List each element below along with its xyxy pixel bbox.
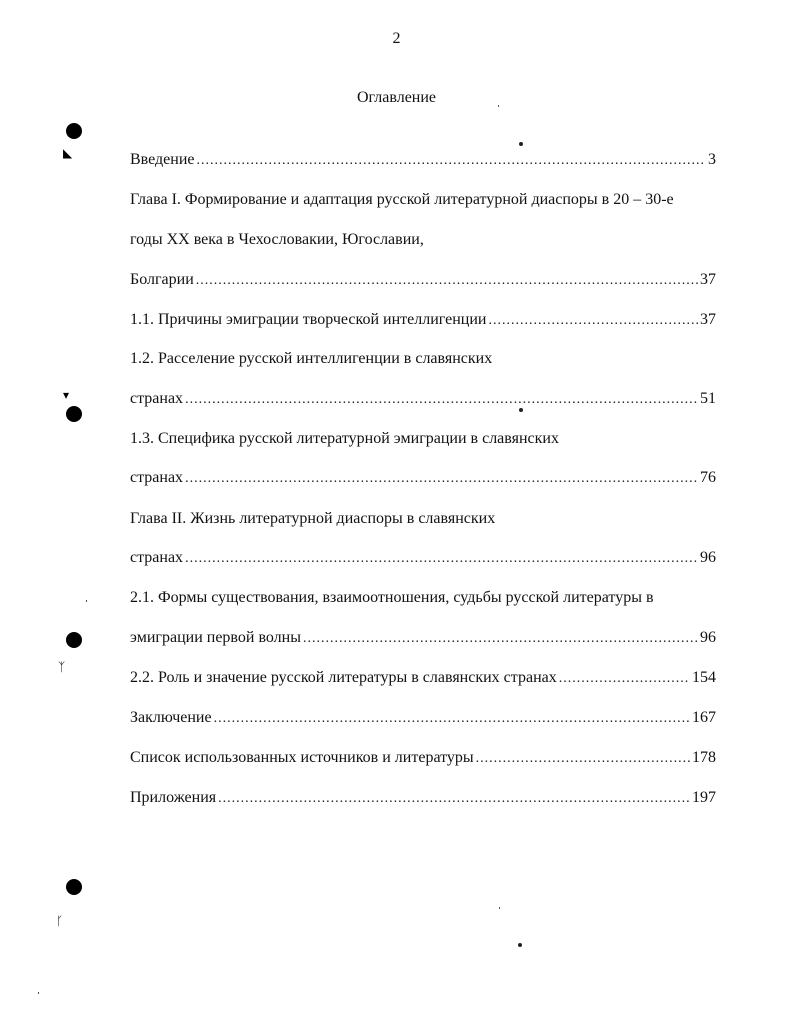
dot-leader xyxy=(185,390,698,410)
toc-entry-section-1-2-line-2[interactable] xyxy=(130,389,716,410)
dot-leader xyxy=(197,151,707,171)
toc-entry-label: эмиграции первой волны xyxy=(130,629,301,646)
toc-entry-label: Болгарии xyxy=(130,271,194,288)
toc-entry-page: 37 xyxy=(700,271,716,288)
scan-speck xyxy=(519,142,523,146)
scan-speck xyxy=(498,105,499,107)
toc-entry-label: Введение xyxy=(130,151,195,168)
toc-entry-page: 154 xyxy=(692,669,716,686)
toc-entry-section-2-1-line-1[interactable] xyxy=(130,588,654,608)
toc-entry-conclusion[interactable] xyxy=(130,708,716,729)
toc-entry-label: 1.2. Расселение русской интеллигенции в славянских xyxy=(130,350,493,367)
dot-leader xyxy=(196,271,698,291)
scan-speck xyxy=(499,907,500,909)
toc-entry-label: годы XX века в Чехословакии, Югославии, xyxy=(130,231,424,248)
toc-entry-label: странах xyxy=(130,390,184,407)
toc-entry-label: Глава I. Формирование и адаптация русской литературной диаспоры в 20 – 30-е xyxy=(130,191,674,208)
toc-title: Оглавление xyxy=(356,89,437,106)
toc-entry-appendices[interactable] xyxy=(130,788,716,809)
toc-entry-section-1-3-line-1[interactable] xyxy=(130,429,559,449)
toc-entry-section-1-3-line-2[interactable] xyxy=(130,468,716,489)
toc-entry-introduction[interactable] xyxy=(130,150,716,171)
toc-entry-label: странах xyxy=(130,469,184,486)
toc-entry-chapter-2-line-2[interactable] xyxy=(130,548,716,569)
toc-entry-page: 51 xyxy=(700,390,716,407)
toc-entry-section-2-2[interactable] xyxy=(130,668,716,689)
toc-entry-page: 96 xyxy=(700,549,716,566)
scan-mark-icon: ᚴ xyxy=(56,914,64,928)
toc-entry-page: 76 xyxy=(700,469,716,486)
toc-entry-page: 167 xyxy=(692,709,716,726)
dot-leader xyxy=(185,469,698,489)
scan-speck xyxy=(519,408,523,412)
toc-entry-section-1-2-line-1[interactable] xyxy=(130,349,492,369)
scan-speck xyxy=(86,600,87,602)
page-number: 2 xyxy=(392,30,401,47)
scan-mark-icon: ᛉ xyxy=(58,660,66,674)
toc-entry-chapter-1-line-1[interactable] xyxy=(130,190,674,210)
scan-speck xyxy=(38,992,39,994)
toc-entry-section-1-1[interactable] xyxy=(130,310,716,331)
toc-entry-label: Приложения xyxy=(130,789,217,806)
toc-entry-page: 37 xyxy=(700,311,716,328)
dot-leader xyxy=(476,749,690,769)
toc-entry-label: странах xyxy=(130,549,184,566)
toc-entry-page: 3 xyxy=(708,151,716,168)
toc-entry-references[interactable] xyxy=(130,748,716,769)
toc-entry-page: 178 xyxy=(692,749,716,766)
toc-entry-chapter-2-line-1[interactable] xyxy=(130,509,495,529)
scan-mark-icon: ▾ xyxy=(63,388,70,402)
toc-entry-label: 2.1. Формы существования, взаимоотношения, судьбы русской литературы в xyxy=(130,589,654,606)
toc-entry-label: 1.3. Специфика русской литературной эмиграции в славянских xyxy=(130,430,559,447)
toc-entry-label: 1.1. Причины эмиграции творческой интеллигенции xyxy=(130,311,487,328)
toc-entry-section-2-1-line-2[interactable] xyxy=(130,628,716,649)
dot-leader xyxy=(185,549,698,569)
toc-entry-chapter-1-line-2[interactable] xyxy=(130,230,424,250)
toc-entry-label: 2.2. Роль и значение русской литературы в славянских странах xyxy=(130,669,557,686)
punch-hole xyxy=(66,123,82,139)
toc-entry-page: 96 xyxy=(700,629,716,646)
scan-mark-icon: ◣ xyxy=(63,146,73,160)
punch-hole xyxy=(66,879,82,895)
toc-entry-chapter-1-line-3[interactable] xyxy=(130,270,716,291)
dot-leader xyxy=(559,669,690,689)
toc-entry-label: Глава II. Жизнь литературной диаспоры в славянских xyxy=(130,510,496,527)
dot-leader xyxy=(488,311,698,331)
scan-speck xyxy=(518,943,522,947)
dot-leader xyxy=(303,629,698,649)
dot-leader xyxy=(218,789,690,809)
toc-entry-page: 197 xyxy=(692,789,716,806)
punch-hole xyxy=(66,632,82,648)
toc-entry-label: Список использованных источников и литературы xyxy=(130,749,474,766)
punch-hole xyxy=(66,406,82,422)
dot-leader xyxy=(214,709,690,729)
toc-entry-label: Заключение xyxy=(130,709,212,726)
